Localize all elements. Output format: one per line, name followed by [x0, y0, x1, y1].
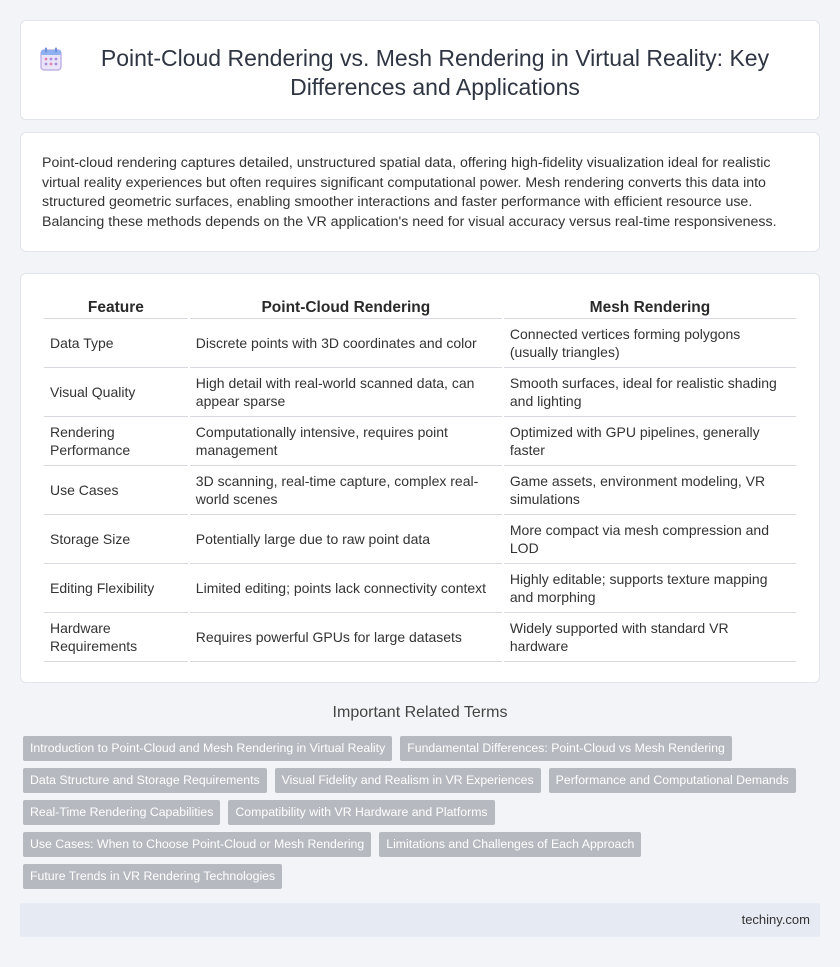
related-terms-heading: Important Related Terms [332, 704, 508, 721]
table-row [44, 515, 796, 564]
footer-site-link[interactable]: techiny.com [741, 912, 810, 927]
related-term-link[interactable]: Real-Time Rendering Capabilities [23, 800, 220, 825]
point-cloud-cell: High detail with real-world scanned data, can appear sparse [190, 368, 502, 417]
title-wrap [61, 44, 779, 102]
related-term-link[interactable]: Fundamental Differences: Point-Cloud vs Mesh Rendering [400, 736, 732, 761]
mesh-cell: More compact via mesh compression and LOD [504, 515, 796, 564]
header-mesh: Mesh Rendering [504, 296, 796, 319]
related-term-link[interactable]: Future Trends in VR Rendering Technologies [23, 864, 282, 889]
mesh-cell: Widely supported with standard VR hardware [504, 613, 796, 662]
mesh-cell: Game assets, environment modeling, VR simulations [504, 466, 796, 515]
point-cloud-cell: Computationally intensive, requires point management [190, 417, 502, 466]
table-row [44, 417, 796, 466]
feature-cell: Hardware Requirements [44, 613, 188, 662]
header-point-cloud: Point-Cloud Rendering [190, 296, 502, 319]
feature-cell: Visual Quality [44, 368, 188, 417]
related-term-link[interactable]: Compatibility with VR Hardware and Platforms [228, 800, 494, 825]
table-row [44, 368, 796, 417]
header-feature: Feature [44, 296, 188, 319]
feature-cell: Data Type [44, 319, 188, 368]
tag-row [23, 864, 803, 890]
related-term-link[interactable]: Visual Fidelity and Realism in VR Experiences [275, 768, 541, 793]
intro-paragraph: Point-cloud rendering captures detailed, unstructured spatial data, offering high-fidelity visualization ideal for realistic virtual reality experiences but often requires significant computational power. Mesh rendering converts this data into structured geometric surfaces, enabling smoother interactions and faster performance with efficient resource use. Balancing these methods depends on the VR application's need for visual accuracy versus real-time responsiveness. [42, 155, 777, 230]
mesh-cell: Highly editable; supports texture mapping and morphing [504, 564, 796, 613]
table-row [44, 466, 796, 515]
table-row [44, 613, 796, 662]
table-row [44, 564, 796, 613]
table-row [44, 319, 796, 368]
page-title: Point-Cloud Rendering vs. Mesh Rendering in Virtual Reality: Key Differences and Applications [100, 45, 770, 100]
tag-row [23, 736, 803, 762]
related-term-link[interactable]: Limitations and Challenges of Each Approach [379, 832, 641, 857]
tag-row [23, 832, 803, 858]
tag-row [23, 800, 803, 826]
mesh-cell: Smooth surfaces, ideal for realistic shading and lighting [504, 368, 796, 417]
feature-cell: Use Cases [44, 466, 188, 515]
footer [20, 903, 820, 937]
comparison-table [42, 296, 798, 662]
calendar-grid-icon [40, 47, 62, 71]
feature-cell: Editing Flexibility [44, 564, 188, 613]
feature-cell: Storage Size [44, 515, 188, 564]
related-terms-list [23, 736, 803, 896]
point-cloud-cell: Limited editing; points lack connectivity context [190, 564, 502, 613]
point-cloud-cell: Discrete points with 3D coordinates and color [190, 319, 502, 368]
tag-row [23, 768, 803, 794]
related-term-link[interactable]: Introduction to Point-Cloud and Mesh Rendering in Virtual Reality [23, 736, 392, 761]
related-term-link[interactable]: Performance and Computational Demands [549, 768, 796, 793]
point-cloud-cell: Requires powerful GPUs for large datasets [190, 613, 502, 662]
table-header-row [44, 296, 796, 319]
mesh-cell: Optimized with GPU pipelines, generally faster [504, 417, 796, 466]
title-card [20, 20, 820, 120]
related-term-link[interactable]: Use Cases: When to Choose Point-Cloud or Mesh Rendering [23, 832, 371, 857]
comparison-table-card [20, 273, 820, 683]
related-term-link[interactable]: Data Structure and Storage Requirements [23, 768, 267, 793]
feature-cell: Rendering Performance [44, 417, 188, 466]
mesh-cell: Connected vertices forming polygons (usually triangles) [504, 319, 796, 368]
point-cloud-cell: Potentially large due to raw point data [190, 515, 502, 564]
point-cloud-cell: 3D scanning, real-time capture, complex real-world scenes [190, 466, 502, 515]
intro-card [20, 132, 820, 252]
